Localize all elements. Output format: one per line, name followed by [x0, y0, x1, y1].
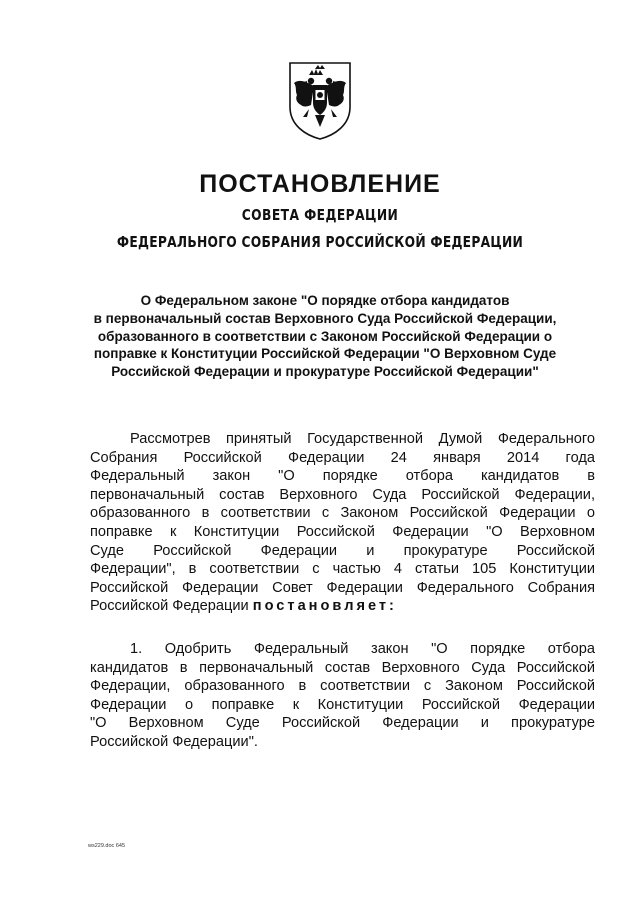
subject-line: поправке к Конституции Российской Федерации "О Верховном Суде — [93, 346, 557, 362]
issuer-line-1: СОВЕТА ФЕДЕРАЦИИ — [241, 206, 399, 224]
russian-coat-of-arms-icon — [285, 59, 355, 141]
document-title: ПОСТАНОВЛЕНИЕ — [199, 170, 441, 198]
preamble-paragraph — [90, 430, 595, 616]
subject-line: Российской Федерации и прокуратуре Российской Федерации" — [111, 364, 539, 380]
paragraph-line: Рассмотрев принятый Государственной Думой Федерального — [130, 431, 595, 447]
paragraph-line: Собрания Российской Федерации 24 января 2014 года — [90, 449, 595, 466]
file-code: ws229.doc 645 — [88, 843, 125, 849]
paragraph-line: Федеральный закон "О порядке отбора кандидатов в — [90, 468, 595, 485]
paragraph-line: поправке к Конституции Российской Федерации "О Верховном — [90, 523, 595, 540]
paragraph-line: Федерации, образованного в соответствии с Законом Российской — [90, 678, 595, 695]
paragraph-line — [90, 597, 595, 616]
document-subject — [90, 292, 560, 381]
resolves-keyword: постановляет: — [252, 598, 397, 615]
resolution-item-1 — [90, 640, 595, 752]
paragraph-line: первоначальный состав Верховного Суда Российской Федерации, — [90, 486, 595, 503]
paragraph-line: "О Верховном Суде Российской Федерации и прокуратуре — [90, 715, 595, 732]
paragraph-line: Российской Федерации". — [90, 733, 258, 750]
subject-line: образованного в соответствии с Законом Российской Федерации о — [97, 328, 553, 344]
paragraph-line: 1. Одобрить Федеральный закон "О порядке отбора — [130, 641, 595, 657]
paragraph-line: кандидатов в первоначальный состав Верховного Суда Российской — [90, 659, 595, 676]
paragraph-line: Российской Федерации Совет Федерации Федерального Собрания — [90, 579, 595, 596]
subject-line: О Федеральном законе "О порядке отбора кандидатов — [140, 293, 510, 308]
issuer-line-2: ФЕДЕРАЛЬНОГО СОБРАНИЯ РОССИЙСКОЙ ФЕДЕРАЦИИ — [116, 233, 524, 251]
paragraph-line: образованного в соответствии с Законом Российской Федерации о — [90, 505, 595, 522]
paragraph-line: Федерации о поправке к Конституции Российской Федерации — [90, 696, 595, 713]
subject-line: в первоначальный состав Верховного Суда Российской Федерации, — [93, 310, 557, 326]
paragraph-line: Федерации", в соответствии с частью 4 статьи 105 Конституции — [90, 561, 595, 578]
paragraph-line-text: Российской Федерации — [90, 598, 249, 615]
paragraph-line: Суде Российской Федерации и прокуратуре Российской — [90, 542, 595, 559]
